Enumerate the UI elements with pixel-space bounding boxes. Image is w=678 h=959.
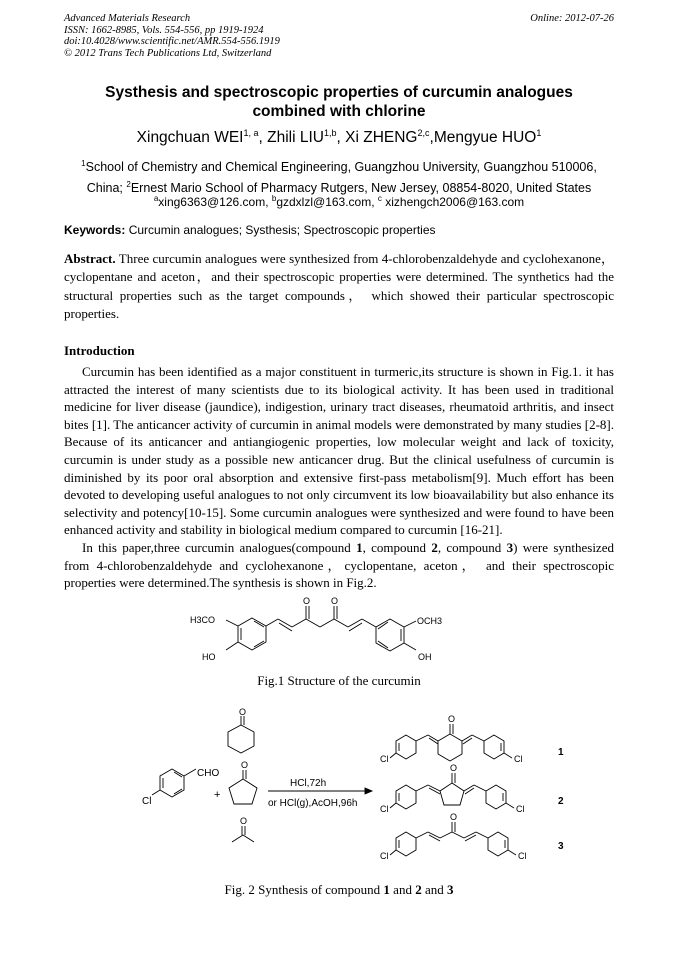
compound-ref-2: 2 [431, 539, 438, 555]
label-cl: Cl [380, 754, 389, 764]
label-carbonyl-o: O [303, 596, 311, 606]
intro-p2-text: ) were synthesized from 4-chlorobenzaldehyde and cyclohexanone，cyclopentane, aceton， and their spectroscopic properties were determined.The synthesis is shown in Fig.2. [64, 539, 614, 591]
author-name: Mengyue HUO [433, 129, 537, 147]
compound-number-2: 2 [558, 796, 564, 807]
figure-1-curcumin-structure [188, 594, 488, 672]
author-affil: 1,b [324, 128, 337, 138]
affiliation-1-country: China; [86, 181, 127, 196]
label-o: O [448, 714, 456, 724]
doi-line: doi:10.4028/www.scientific.net/AMR.554-556.1919 [64, 36, 280, 47]
author-sep: , [336, 129, 346, 147]
keywords [64, 223, 614, 237]
label-o: O [450, 763, 458, 773]
affiliations [64, 155, 614, 197]
online-date: Online: 2012-07-26 [530, 13, 614, 24]
label-ho: HO [202, 652, 216, 662]
label-oh: OH [418, 652, 432, 662]
intro-p2-text: , compound [437, 539, 507, 555]
label-cl: Cl [142, 796, 152, 807]
journal-header [64, 13, 280, 59]
caption-compound-3: 3 [446, 882, 454, 897]
affiliation-2: Ernest Mario School of Pharmacy Rutgers, New Jersey, 08854-8020, United States [130, 181, 592, 196]
title-line-2: combined with chlorine [252, 103, 426, 120]
journal-name: Advanced Materials Research [64, 13, 191, 24]
compound-number-1: 1 [558, 747, 564, 758]
copyright-line: © 2012 Trans Tech Publications Ltd, Switzerland [64, 47, 272, 59]
plus-sign: + [214, 789, 221, 801]
label-cl: Cl [380, 804, 389, 814]
keywords-text: Curcumin analogues; Systhesis; Spectroscopic properties [125, 223, 436, 237]
caption-text: and [421, 882, 447, 897]
figure-2-caption [0, 882, 678, 898]
label-cho: CHO [197, 768, 220, 779]
figure-2-synthesis-scheme [140, 706, 580, 871]
intro-paragraph-1: Curcumin has been identified as a major constituent in turmeric,its structure is shown in Fig.1. it has attracted the interest of many scientists due to its biological activity. It has been used in traditional medicine for liver disease (jaundice), indigestion, urinary tract diseases, rheumatoid arthritis, and insect bites [1]. The anticancer activity of curcumin in animal models were demonstrated by many studies [2-8]. Because of its anticancer and antiangiogenic properties, low molecular weight and lack of toxicity, curcumin is under study as a possible new anticancer drug. But the clinical usefulness of curcumin is diminished by its poor oral absorption and extensive first-pass metabolism[9]. Much effort has been devoted to developing useful analogues to not only circumvent its low bioavailability but also enhance its selectivity and potency[10-15]. Some curcumin analogues were synthesized and were found to have been enhanced activity and stability in biological medium compared to curcumin [16-21]. [64, 364, 614, 538]
label-o: O [241, 760, 249, 770]
label-o: O [450, 812, 458, 822]
abstract-label: Abstract. [64, 251, 116, 266]
abstract-text: Three curcumin analogues were synthesized from 4-chlorobenzaldehyde and cyclohexanone，cyclopentane and aceton，and their spectroscopic properties were determined. The synthetics had the structural properties such as the target compounds， which showed their particular spectroscopic properties. [64, 251, 614, 321]
email-a: xing6363@126.com, [158, 195, 272, 209]
figure-1-caption: Fig.1 Structure of the curcumin [257, 673, 421, 688]
abstract [64, 250, 614, 323]
author-name: Xingchuan WEI [136, 129, 244, 147]
label-cl: Cl [516, 804, 525, 814]
caption-compound-2: 2 [415, 882, 422, 897]
label-carbonyl-o: O [331, 596, 339, 606]
introduction-body [64, 363, 614, 592]
affiliation-1: School of Chemistry and Chemical Engineering, Guangzhou University, Guangzhou 510006, [85, 160, 597, 175]
email-b: gzdxlzl@163.com, [276, 195, 378, 209]
compound-number-3: 3 [558, 841, 564, 852]
label-cl: Cl [380, 851, 389, 861]
author-sep: , [429, 129, 434, 147]
issn-line: ISSN: 1662-8985, Vols. 554-556, pp 1919-1924 [64, 24, 264, 36]
condition-bottom: or HCl(g),AcOH,96h [268, 798, 358, 809]
affil-sup-2: 2 [126, 180, 131, 190]
paper-title [64, 83, 614, 121]
condition-top: HCl,72h [290, 778, 327, 789]
label-o: O [240, 816, 248, 826]
author-name: Xi ZHENG [345, 129, 418, 147]
caption-text: and [389, 882, 416, 897]
title-line-1: Systhesis and spectroscopic properties of curcumin analogues [105, 84, 573, 101]
compound-ref-3: 3 [506, 539, 514, 555]
author-affil: 1, a [243, 128, 259, 138]
compound-ref-1: 1 [356, 539, 363, 555]
author-sep: , [258, 129, 268, 147]
section-heading-introduction: Introduction [64, 343, 135, 358]
keywords-label: Keywords: [64, 223, 126, 237]
email-line [64, 194, 614, 209]
label-cl: Cl [518, 851, 527, 861]
caption-text: Fig. 2 Synthesis of compound [224, 882, 384, 897]
author-list [64, 128, 614, 147]
affil-sup-1: 1 [81, 159, 86, 168]
author-affil: 1 [536, 128, 542, 138]
author-name: Zhili LIU [267, 129, 324, 147]
email-c: xizhengch2006@163.com [381, 195, 525, 209]
label-och3: OCH3 [417, 616, 443, 626]
author-affil: 2,c [417, 128, 430, 138]
label-cl: Cl [514, 754, 523, 764]
intro-p2-text: In this paper,three curcumin analogues(compound [82, 539, 357, 555]
intro-paragraph-2 [64, 539, 614, 592]
caption-compound-1: 1 [383, 882, 390, 897]
intro-p2-text: , compound [362, 539, 432, 555]
label-o: O [239, 707, 247, 717]
scheme-bonds [152, 716, 516, 856]
email-sup-c: c [377, 194, 382, 203]
email-sup-b: b [271, 194, 277, 203]
label-h3co: H3CO [190, 615, 216, 625]
email-sup-a: a [153, 194, 159, 203]
curcumin-bonds [226, 606, 416, 651]
